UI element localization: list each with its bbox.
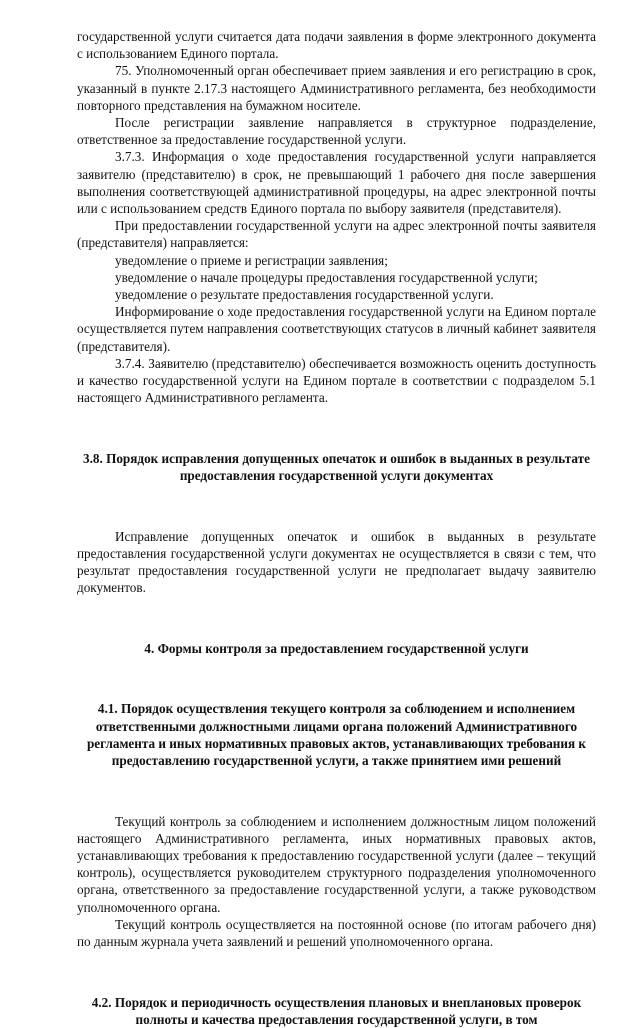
spacer [77, 497, 596, 514]
section-heading: 3.8. Порядок исправления допущенных опечаток и ошибок в выданных в результате предоставления государственной услуги документах [83, 450, 590, 484]
paragraph: При предоставлении государственной услуги на адрес электронной почты заявителя (представителя) направляется: [77, 218, 596, 251]
section-heading: 4.1. Порядок осуществления текущего контроля за соблюдением и исполнением ответственными должностными лицами органа положений Административного регламента и иных нормативных правовых актов, устанавливающих требования к предоставлению государственной услуги, а также принятием ими решений [86, 701, 587, 768]
list-item: уведомление о результате предоставления государственной услуги. [115, 287, 494, 303]
section-heading: 4.2. Порядок и периодичность осуществления плановых и внеплановых проверок полноты и качества предоставления государственной услуги, в том [91, 994, 582, 1027]
list-item: уведомление о начале процедуры предоставления государственной услуги; [115, 269, 538, 285]
paragraph: государственной услуги считается дата подачи заявления в форме электронного документа с использованием Единого портала. [77, 29, 596, 62]
list-item: уведомление о приеме и регистрации заявления; [115, 252, 388, 268]
paragraph: После регистрации заявление направляется в структурное подразделение, ответственное за предоставление государственной услуги. [77, 115, 596, 148]
paragraph: Текущий контроль за соблюдением и исполнением должностным лицом положений настоящего Административного регламента, иных нормативных правовых актов, устанавливающих требования к предоставлению государственной услуги (далее – текущий контроль), осуществляется руководителем структурного подразделения уполномоченного органа, ответственного за предоставление государственной услуги, а также руководством уполномоченного органа. [77, 813, 596, 915]
spacer [77, 610, 596, 627]
spacer [77, 670, 596, 687]
section-heading: 4. Формы контроля за предоставлением государственной услуги [144, 640, 529, 656]
paragraph: 75. Уполномоченный орган обеспечивает прием заявления и его регистрацию в срок, указанный в пункте 2.17.3 настоящего Административного регламента, без необходимости повторного представления на бумажном носителе. [77, 63, 596, 113]
paragraph: Исправление допущенных опечаток и ошибок в выданных в результате предоставления государственной услуги документах не осуществляется в связи с тем, что результат предоставления государственной услуги не предполагает выдачу заявителю документов. [77, 528, 596, 596]
paragraph: 3.7.3. Информация о ходе предоставления государственной услуги направляется заявителю (представителю) в срок, не превышающий 1 рабочего дня после завершения выполнения соответствующей административной процедуры, на адрес электронной почты или с использованием средств Единого портала по выбору заявителя (представителя). [77, 149, 596, 217]
paragraph: 3.7.4. Заявителю (представителю) обеспечивается возможность оценить доступность и качество государственной услуги на Едином портале в соответствии с подразделом 5.1 настоящего Административного регламента. [77, 355, 596, 406]
spacer [77, 963, 596, 980]
spacer [77, 420, 596, 437]
document-page [77, 28, 596, 1028]
paragraph: Информирование о ходе предоставления государственной услуги на Едином портале осуществляется путем направления соответствующих статусов в личный кабинет заявителя (представителя). [77, 304, 596, 354]
spacer [77, 782, 596, 799]
paragraph: Текущий контроль осуществляется на постоянной основе (по итогам рабочего дня) по данным журнала учета заявлений и решений уполномоченного органа. [77, 916, 596, 949]
